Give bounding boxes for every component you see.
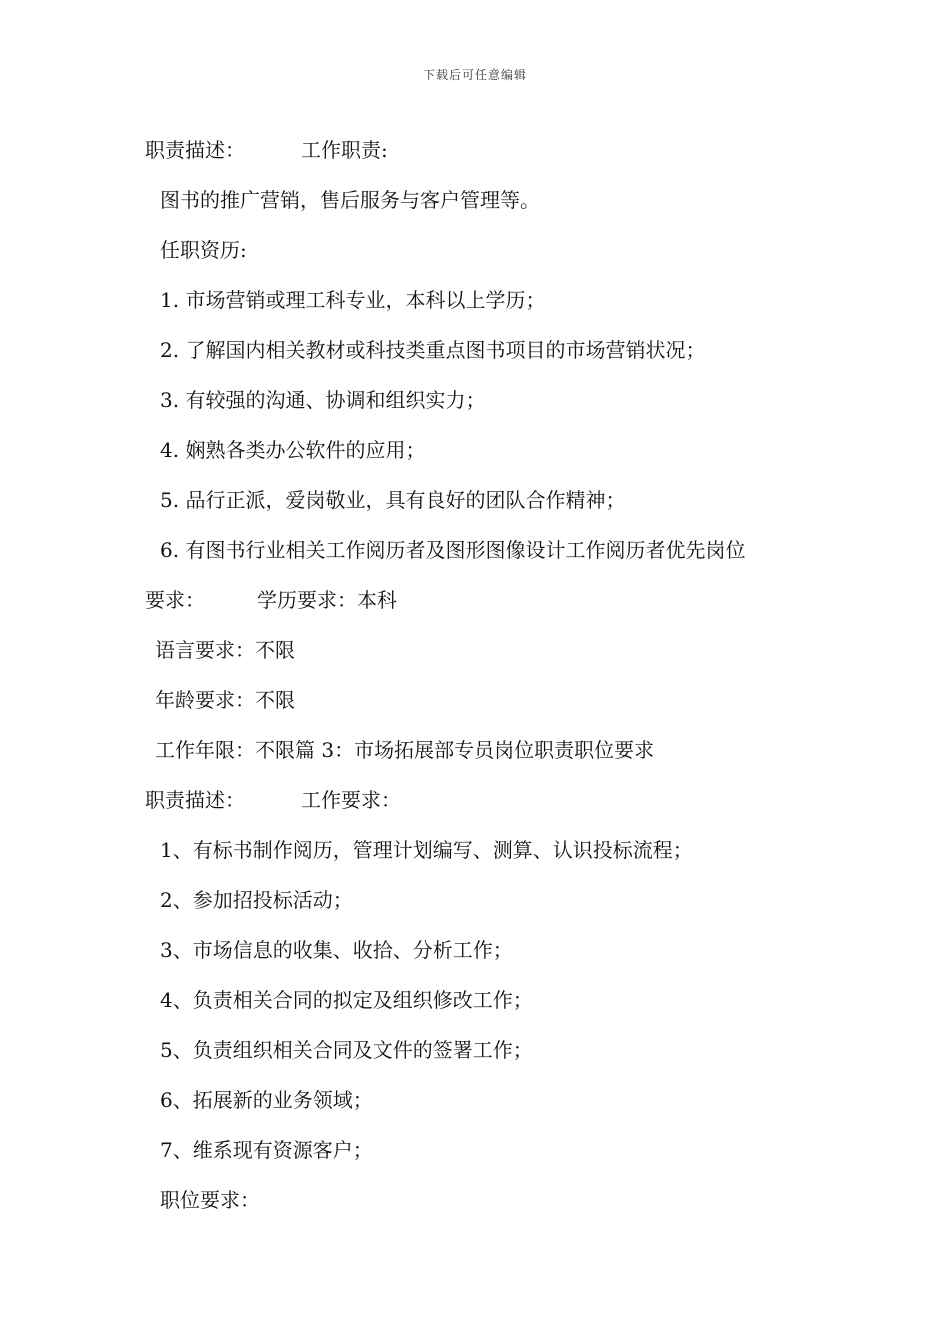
requirements-label: 要求： — [145, 588, 205, 612]
years-requirement: 工作年限：不限篇 3：市场拓展部专员岗位职责职位要求 — [155, 738, 655, 762]
requirement-item: 1、有标书制作阅历，管理计划编写、测算、认识投标流程； — [160, 838, 693, 862]
qualification-item: 2. 了解国内相关教材或科技类重点图书项目的市场营销状况； — [160, 338, 706, 362]
education-requirement: 学历要求：本科 — [257, 588, 397, 612]
requirement-item: 7、维系现有资源客户； — [160, 1138, 373, 1162]
work-duties-heading: 工作职责: — [301, 138, 388, 162]
qualification-title: 任职资历: — [160, 238, 247, 262]
duties-text: 图书的推广营销，售后服务与客户管理等。 — [160, 188, 540, 212]
requirement-item: 2、参加招投标活动； — [160, 888, 353, 912]
duty-description-row-1 — [145, 136, 388, 164]
page-header: 下载后可任意编辑 — [422, 68, 527, 82]
qualification-item: 5. 品行正派，爱岗敬业，具有良好的团队合作精神； — [160, 488, 626, 512]
qualification-item: 3. 有较强的沟通、协调和组织实力； — [160, 388, 486, 412]
duty-description-label-2: 职责描述： — [145, 788, 245, 812]
requirements-row — [145, 586, 397, 614]
requirement-item: 4、负责相关合同的拟定及组织修改工作； — [160, 988, 533, 1012]
work-requirements-heading: 工作要求： — [301, 788, 401, 812]
language-requirement: 语言要求：不限 — [155, 638, 295, 662]
duty-description-row-2 — [145, 786, 401, 814]
age-requirement: 年龄要求：不限 — [155, 688, 295, 712]
requirement-item: 5、负责组织相关合同及文件的签署工作； — [160, 1038, 533, 1062]
requirement-item: 6、拓展新的业务领域； — [160, 1088, 373, 1112]
qualification-item: 6. 有图书行业相关工作阅历者及图形图像设计工作阅历者优先岗位 — [160, 538, 746, 562]
duty-description-label: 职责描述： — [145, 138, 245, 162]
qualification-item: 4. 娴熟各类办公软件的应用； — [160, 438, 426, 462]
position-requirements-title: 职位要求： — [160, 1188, 260, 1212]
qualification-item: 1. 市场营销或理工科专业，本科以上学历； — [160, 288, 546, 312]
requirement-item: 3、市场信息的收集、收拾、分析工作； — [160, 938, 513, 962]
